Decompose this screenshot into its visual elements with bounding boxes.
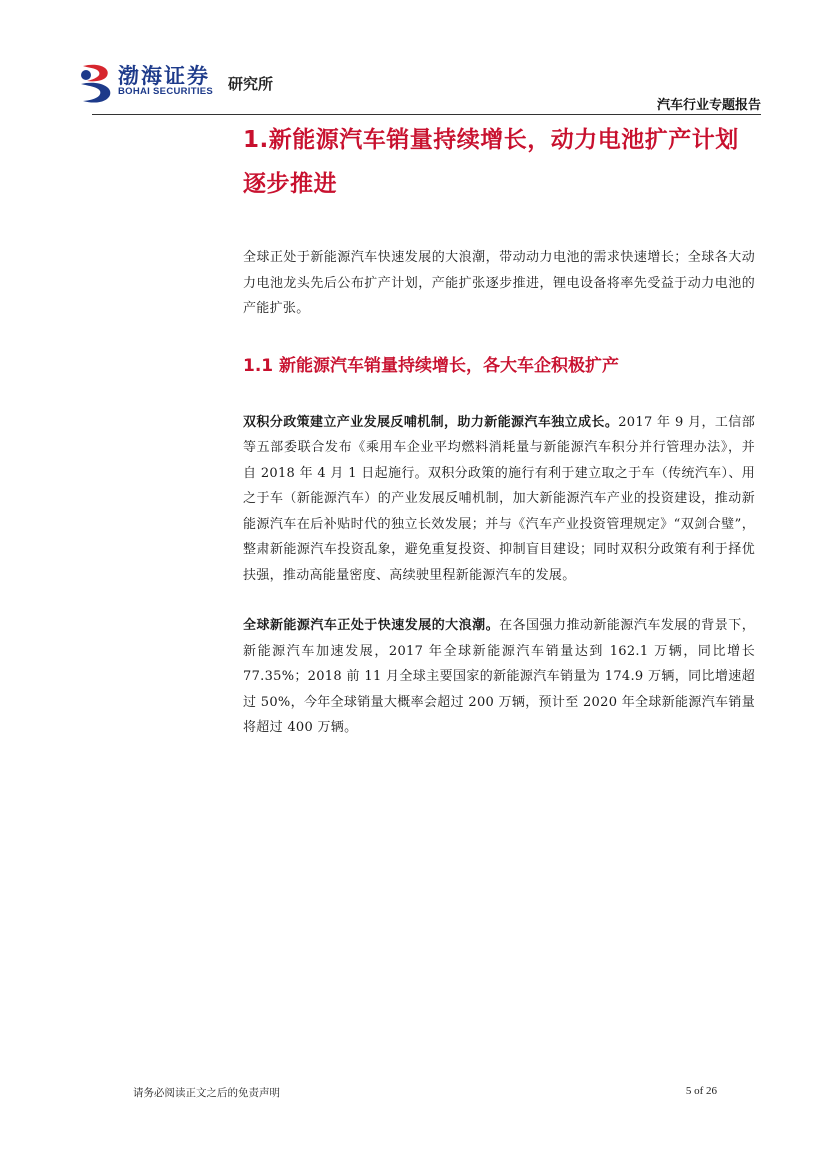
page-header xyxy=(0,0,827,115)
institute-label: 研究所 xyxy=(228,75,274,93)
logo-emblem-icon xyxy=(77,60,117,106)
intro-paragraph: 全球正处于新能源汽车快速发展的大浪潮，带动动力电池的需求快速增长；全球各大动力电池龙头先后公布扩产计划，产能扩张逐步推进，锂电设备将率先受益于动力电池的产能扩张。 xyxy=(243,250,755,316)
logo-english-name: BOHAI SECURITIES xyxy=(118,86,214,97)
global-sales-paragraph-body: 在各国强力推动新能源汽车发展的背景下，新能源汽车加速发展，2017 年全球新能源汽车销量达到 162.1 万辆，同比增长 77.35%；2018 前 11 月全球主要国家的新能源汽车销量为 174.9 万辆，同比增速超过 50%，今年全球销量大概率会超过 200 万辆，预计至 2020 年全球新能源汽车销量将超过 400 万辆。 xyxy=(243,618,756,735)
policy-paragraph xyxy=(243,410,755,589)
bohai-securities-logo xyxy=(77,60,287,106)
header-divider xyxy=(92,114,761,115)
section-heading: 1.新能源汽车销量持续增长，动力电池扩产计划逐步推进 xyxy=(243,127,739,197)
page-number: 5 of 26 xyxy=(685,1085,717,1097)
policy-paragraph-lead: 双积分政策建立产业发展反哺机制，助力新能源汽车独立成长。 xyxy=(243,414,619,430)
main-content xyxy=(243,118,755,741)
policy-paragraph-body: 2017 年 9 月，工信部等五部委联合发布《乘用车企业平均燃料消耗量与新能源汽车积分并行管理办法》，并自 2018 年 4 月 1 日起施行。双积分政策的施行有利于建立取之于车（传统汽车）、用之于车（新能源汽车）的产业发展反哺机制，加大新能源汽车产业的投资建设，推动新能源汽车在后补贴时代的独立长效发展；并与《汽车产业投资管理规定》“双剑合璧”，整肃新能源汽车投资乱象，避免重复投资、抑制盲目建设；同时双积分政策有利于择优扶强，推动高能量密度、高续驶里程新能源汽车的发展。 xyxy=(243,414,755,583)
logo-chinese-name: 渤海证券 xyxy=(118,63,210,88)
disclaimer-note: 请务必阅读正文之后的免责声明 xyxy=(133,1087,280,1099)
report-type-label: 汽车行业专题报告 xyxy=(656,98,761,113)
global-sales-paragraph-lead: 全球新能源汽车正处于快速发展的大浪潮。 xyxy=(243,618,500,633)
subsection-heading: 1.1 新能源汽车销量持续增长，各大车企积极扩产 xyxy=(243,355,620,376)
global-sales-paragraph xyxy=(243,613,755,741)
